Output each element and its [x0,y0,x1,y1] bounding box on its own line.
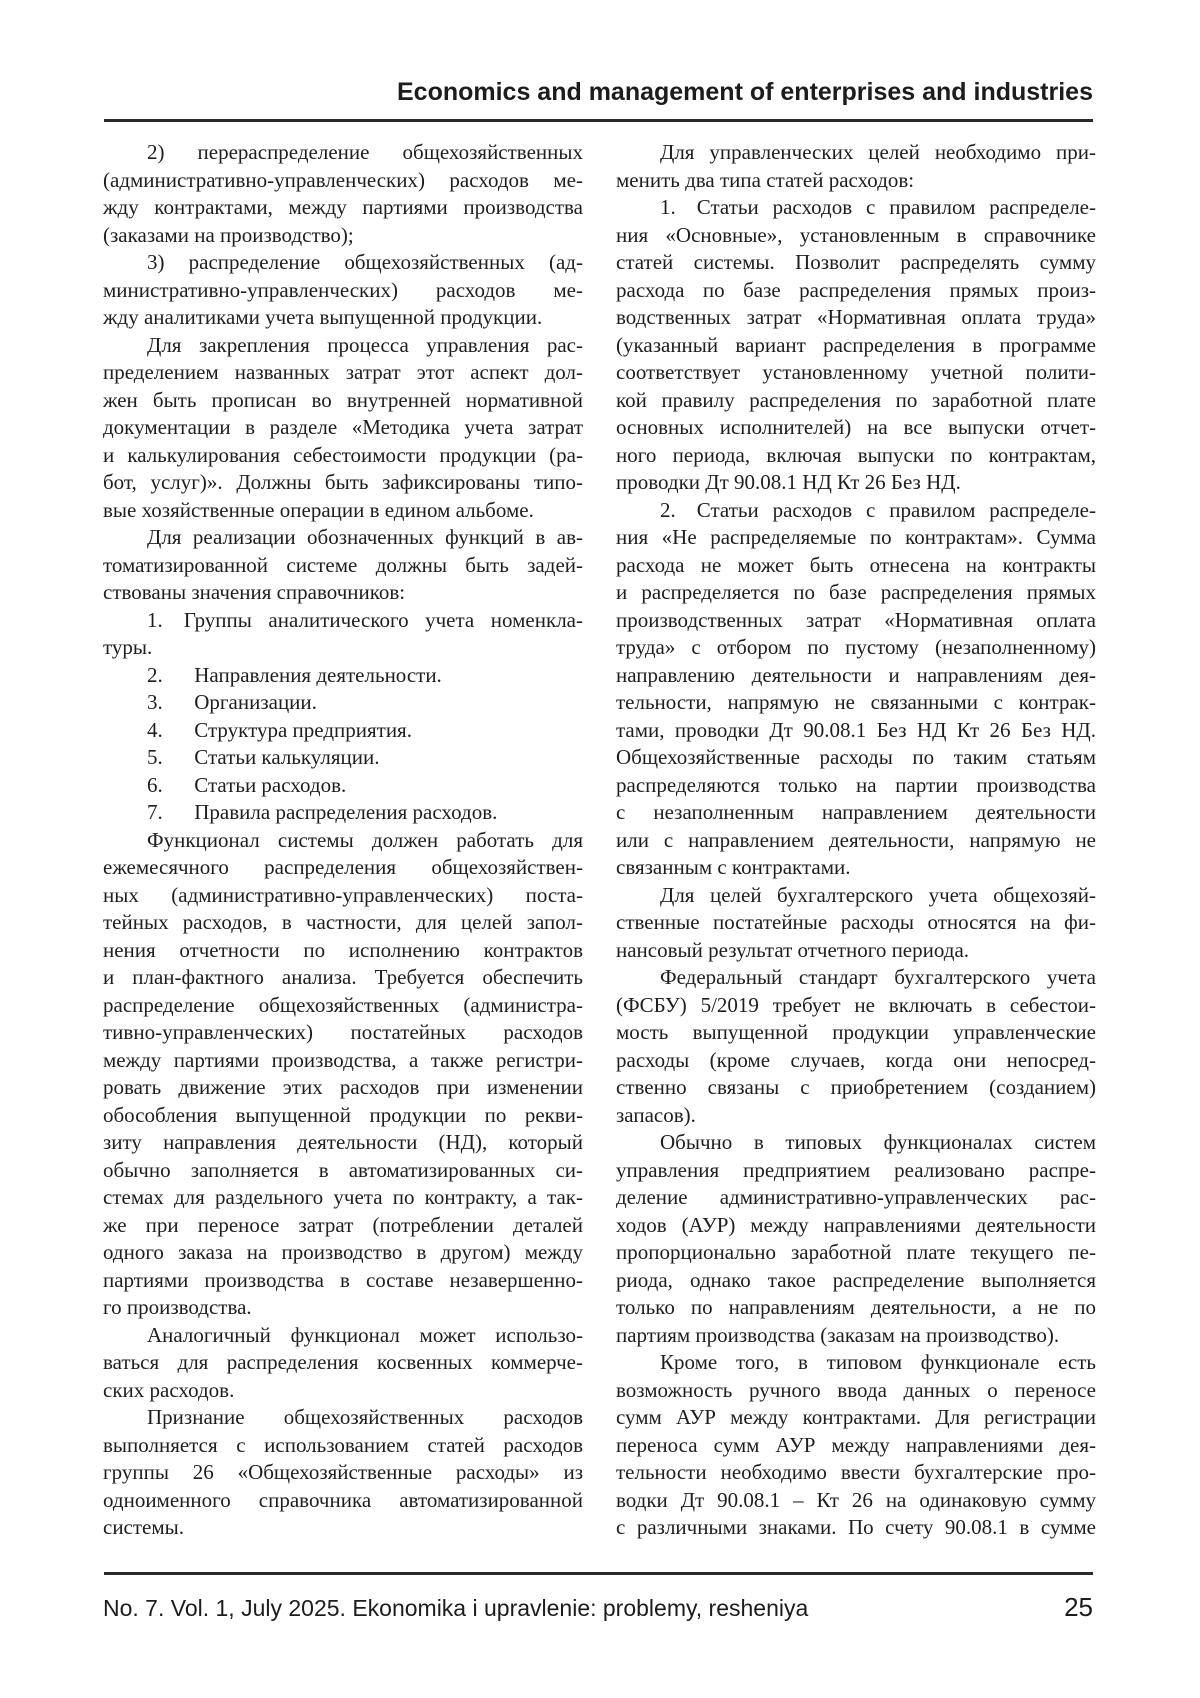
paragraph [103,827,583,1322]
text-line: обособления выпущенной продукции по рекви- [103,1102,583,1127]
paragraph [103,607,583,662]
text-line: ных (административно-управленческих) поста- [103,882,583,907]
paragraph [103,332,583,525]
text-line: документации в разделе «Методика учета затрат [103,415,583,439]
paragraph [616,139,1096,194]
paragraph [103,772,583,800]
text-line: риода, однако такое распределение выполняется [616,1267,1096,1292]
footer-journal-line: No. 7. Vol. 1, July 2025. Ekonomika i upravlenie: problemy, resheniya [103,1595,809,1621]
text-line: Для целей бухгалтерского учета общехозяй- [660,882,1096,907]
text-line: мость выпущенной продукции управленческие [616,1020,1096,1044]
text-line: жду контрактами, между партиями производства [103,195,583,219]
text-line: жду аналитиками учета выпущенной продукции. [103,305,543,329]
text-line: ских расходов. [103,1377,235,1402]
text-line: основных исполнителей) на все выпуски отчет- [616,415,1096,439]
text-line: 2) перераспределение общехозяйственных [147,140,583,164]
text-line: и план-фактного анализа. Требуется обеспечить [103,965,583,989]
text-line: партиям производства (заказам на производство). [616,1322,1060,1347]
paragraph [616,964,1096,1129]
paragraph [616,1129,1096,1349]
text-line: 2. Статьи расходов с правилом распределе- [660,497,1096,522]
text-line: пропорционально заработной плате текущего пе- [616,1240,1096,1264]
footer [103,1592,1093,1623]
text-line: Для реализации обозначенных функций в ав- [147,525,583,549]
text-line: тельности, напрямую не связанными с контрак- [616,690,1096,714]
text-line: вые хозяйственные операции в едином альбоме. [103,497,534,522]
text-line: жен быть прописан во внутренней нормативной [103,387,583,412]
text-line: ственно связаны с приобретением (созданием) [616,1075,1096,1099]
text-line: расхода не может быть отнесена на контракты [616,552,1096,577]
text-line: бот, услуг)». Должны быть зафиксированы типо- [103,470,583,494]
text-line: стемах для раздельного учета по контракту, а так- [103,1185,583,1209]
text-line: или с направлением деятельности, напрямую не [616,827,1096,852]
text-line: 3. Организации. [147,690,317,714]
text-line: управления предприятием реализовано распре- [616,1157,1096,1182]
footer-page-number: 25 [1064,1592,1093,1622]
text-line: Обычно в типовых функционалах систем [660,1130,1096,1154]
text-line: тельности необходимо ввести бухгалтерские про- [616,1460,1096,1484]
text-line: расходы (кроме случаев, когда они непосред- [616,1047,1096,1072]
text-line: системы. [103,1515,185,1539]
text-line: связанным с контрактами. [616,855,851,879]
text-line: Функционал системы должен работать для [147,827,583,852]
paragraph [103,662,583,690]
text-line: 6. Статьи расходов. [147,772,347,797]
text-line: распределяются только на партии производства [616,772,1096,797]
text-line: запасов). [616,1102,696,1127]
text-line: соответствует установленному учетной полити- [616,360,1096,384]
text-line: расхода по базе распределения прямых произ- [616,277,1096,302]
text-line: ного периода, включая выпуски по контрактам, [616,442,1096,467]
text-line: переноса сумм АУР между направлениями дея- [616,1432,1096,1457]
text-line: 4. Структура предприятия. [147,717,412,742]
text-line: Общехозяйственные расходы по таким статьям [616,745,1096,769]
text-line: менить два типа статей расходов: [616,167,915,192]
text-line: тивно-управленческих) постатейных расходов [103,1020,583,1044]
paragraph [103,524,583,607]
paragraph [103,249,583,332]
text-line: ваться для распределения косвенных коммерче- [103,1350,583,1374]
text-line: Аналогичный функционал может использо- [147,1322,583,1347]
text-line: туры. [103,635,153,659]
running-head: Economics and management of enterprises and industries [396,78,1093,106]
text-line: ния «Основные», установленным в справочнике [616,222,1096,247]
text-line: томатизированной системе должны быть задей- [103,552,583,577]
paragraph [103,1404,583,1542]
paragraph [616,194,1096,497]
text-line: и распределяется по базе распределения прямых [616,580,1096,604]
header-rule [104,119,1093,122]
text-line: ходов (АУР) между направлениями деятельности [616,1212,1096,1237]
text-line: выполняется с использованием статей расходов [103,1432,583,1457]
text-line: водственных затрат «Нормативная оплата труда» [616,305,1096,329]
text-line: (указанный вариант распределения в программе [616,332,1096,357]
text-line: нения отчетности по исполнению контрактов [103,937,583,962]
paragraph [616,882,1096,965]
text-line: 5. Статьи калькуляции. [147,745,380,769]
paragraph [103,717,583,745]
paragraph [103,689,583,717]
text-line: водки Дт 90.08.1 – Кт 26 на одинаковую сумму [616,1487,1096,1512]
text-line: Признание общехозяйственных расходов [147,1405,583,1429]
text-line: сумм АУР между контрактами. Для регистрации [616,1405,1096,1429]
text-line: статей системы. Позволит распределять сумму [616,250,1096,274]
text-line: с незаполненным направлением деятельности [616,800,1096,824]
text-line: министративно-управленческих) расходов ме- [103,277,583,302]
text-line: 1. Статьи расходов с правилом распределе- [660,195,1096,219]
text-line: производственных затрат «Нормативная оплата [616,607,1096,632]
text-line: (административно-управленческих) расходов ме- [103,167,583,192]
paragraph [616,1349,1096,1542]
text-line: (ФСБУ) 5/2019 требует не включать в себестои- [616,992,1096,1017]
footer-rule [104,1572,1093,1575]
text-line: Для управленческих целей необходимо при- [660,140,1096,164]
text-line: ния «Не распределяемые по контрактам». Сумма [616,525,1096,549]
text-line: же при переносе затрат (потреблении деталей [103,1212,583,1237]
text-line: партиями производства в составе незавершенно- [103,1267,583,1292]
text-line: 3) распределение общехозяйственных (ад- [147,250,583,274]
text-line: 1. Группы аналитического учета номенкла- [147,607,583,632]
text-line: проводки Дт 90.08.1 НД Кт 26 Без НД. [616,470,961,494]
text-line: и калькулирования себестоимости продукции (ра- [103,442,583,467]
text-line: Для закрепления процесса управления рас- [147,332,583,357]
text-line: нансовый результат отчетного периода. [616,937,970,962]
text-line: труда» с отбором по пустому (незаполненному) [616,635,1096,659]
text-line: пределением названных затрат этот аспект дол- [103,360,583,384]
text-line: между партиями производства, а также регистри- [103,1047,583,1072]
text-line: только по направлениям деятельности, а не по [616,1295,1096,1319]
text-line: распределение общехозяйственных (администра- [103,992,583,1017]
text-line: го производства. [103,1295,252,1319]
text-line: с различными знаками. По счету 90.08.1 в сумме [616,1515,1096,1539]
right-column [616,139,1096,1542]
text-line: одноименного справочника автоматизированной [103,1487,583,1512]
paragraph [103,1322,583,1405]
text-line: группы 26 «Общехозяйственные расходы» из [103,1460,583,1484]
text-line: ствованы значения справочников: [103,580,406,604]
text-line: кой правилу распределения по заработной плате [616,387,1096,412]
paragraph [103,799,583,827]
text-line: направлению деятельности и направлениям дея- [616,662,1096,687]
text-line: Кроме того, в типовом функционале есть [660,1350,1096,1374]
text-line: ежемесячного распределения общехозяйствен- [103,855,583,879]
text-line: обычно заполняется в автоматизированных си- [103,1157,583,1182]
text-line: ровать движение этих расходов при изменении [103,1075,583,1099]
text-line: Федеральный стандарт бухгалтерского учета [660,965,1096,989]
paragraph [103,744,583,772]
text-line: возможность ручного ввода данных о переносе [616,1377,1096,1402]
text-line: зиту направления деятельности (НД), который [103,1130,583,1154]
text-line: тами, проводки Дт 90.08.1 Без НД Кт 26 Без НД. [616,717,1096,742]
text-line: деление административно-управленческих рас- [616,1185,1096,1209]
text-line: (заказами на производство); [103,222,354,247]
text-line: ственные постатейные расходы относятся на фи- [616,910,1096,934]
left-column [103,139,583,1542]
text-line: 2. Направления деятельности. [147,662,442,687]
page-body [103,139,1097,1542]
text-line: одного заказа на производство в другом) между [103,1240,583,1264]
paragraph [616,497,1096,882]
paragraph [103,139,583,249]
text-line: тейных расходов, в частности, для целей запол- [103,910,583,934]
text-line: 7. Правила распределения расходов. [147,800,498,824]
